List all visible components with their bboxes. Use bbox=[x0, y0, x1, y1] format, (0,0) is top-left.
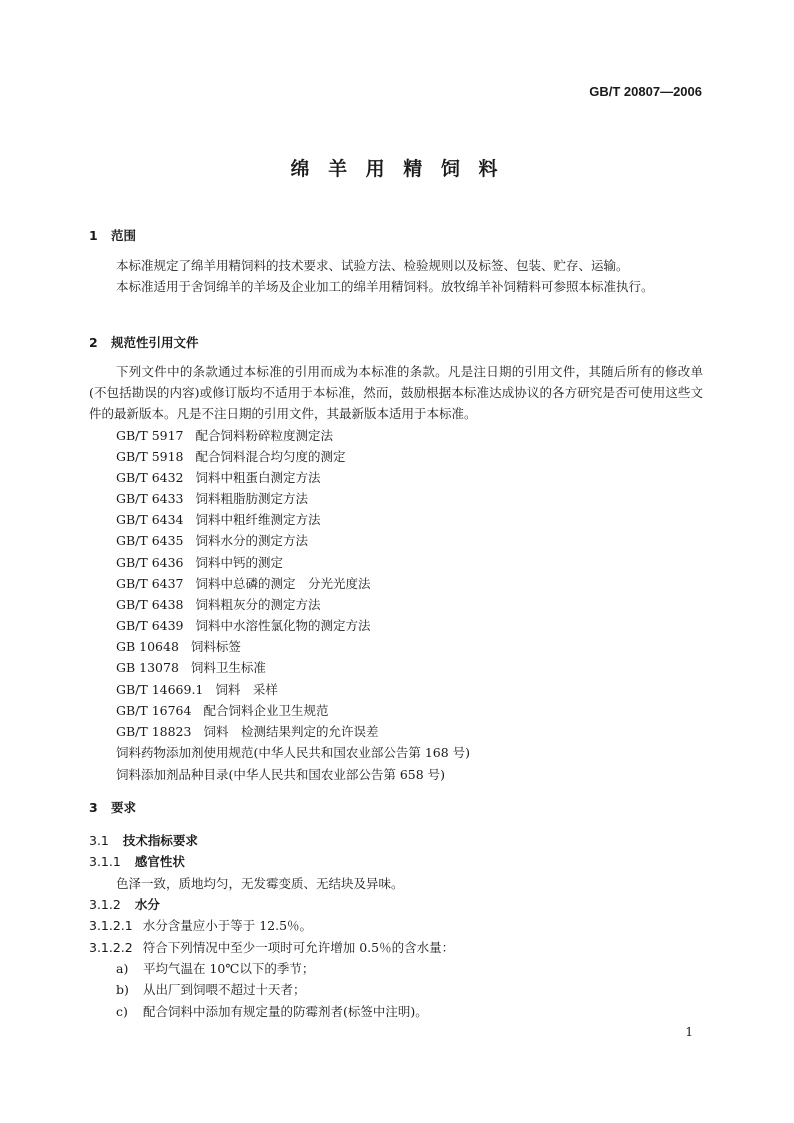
clause-3-1-2-2 bbox=[89, 938, 454, 956]
reference-code: GB/T 6436 bbox=[116, 555, 184, 570]
paragraph: 本标准适用于舍饲绵羊的羊场及企业加工的绵羊用精饲料。放牧绵羊补饲精料可参照本标准执行。 bbox=[116, 279, 654, 294]
reference-code: GB/T 16764 bbox=[116, 703, 192, 718]
subsection-title: 感官性状 bbox=[134, 854, 185, 869]
reference-item bbox=[116, 680, 278, 698]
list-label: c) bbox=[116, 1004, 128, 1019]
section-title: 范围 bbox=[111, 228, 137, 243]
clause-number: 3.1.2.1 bbox=[89, 918, 133, 933]
list-text: 从出厂到饲喂不超过十天者； bbox=[143, 982, 306, 997]
reference-item bbox=[116, 616, 371, 634]
list-text: 平均气温在 10℃以下的季节； bbox=[143, 961, 315, 976]
paragraph: 色泽一致，质地均匀，无发霉变质、无结块及异味。 bbox=[116, 876, 404, 891]
reference-title: 饲料中水溶性氯化物的测定方法 bbox=[195, 618, 371, 633]
reference-item bbox=[116, 658, 266, 676]
reference-code: GB/T 6439 bbox=[116, 618, 184, 633]
subsection-number: 3.1.1 bbox=[89, 854, 121, 869]
reference-item bbox=[116, 722, 378, 740]
reference-item bbox=[116, 447, 346, 465]
reference-code: GB/T 14669.1 bbox=[116, 682, 204, 697]
list-label: b) bbox=[116, 982, 129, 997]
subsection-3-1-2-heading bbox=[89, 895, 160, 913]
clause-number: 3.1.2.2 bbox=[89, 940, 133, 955]
reference-title: 饲料 检测结果判定的允许误差 bbox=[203, 724, 379, 739]
section-1-heading bbox=[89, 226, 136, 244]
reference-item bbox=[116, 531, 308, 549]
reference-title: 配合饲料企业卫生规范 bbox=[203, 703, 329, 718]
reference-code: GB/T 5917 bbox=[116, 428, 184, 443]
section-2-heading bbox=[89, 333, 199, 351]
reference-code: GB/T 6437 bbox=[116, 576, 184, 591]
reference-item bbox=[116, 637, 241, 655]
reference-item bbox=[116, 489, 308, 507]
reference-code: GB/T 6438 bbox=[116, 597, 184, 612]
reference-title: 配合饲料粉碎粒度测定法 bbox=[195, 428, 334, 443]
list-item bbox=[116, 959, 314, 977]
reference-title: 饲料中粗纤维测定方法 bbox=[195, 512, 321, 527]
section-number: 1 bbox=[89, 228, 98, 243]
reference-code: GB 13078 bbox=[116, 660, 179, 675]
reference-code: GB/T 5918 bbox=[116, 449, 184, 464]
list-text: 配合饲料中添加有规定量的防霉剂者(标签中注明)。 bbox=[143, 1004, 428, 1019]
subsection-number: 3.1 bbox=[89, 833, 109, 848]
reference-item bbox=[116, 468, 321, 486]
clause-text: 符合下列情况中至少一项时可允许增加 0.5％的含水量： bbox=[142, 940, 455, 955]
clause-text: 水分含量应小于等于 12.5％。 bbox=[142, 918, 313, 933]
reference-item bbox=[116, 426, 333, 444]
reference-code: GB/T 18823 bbox=[116, 724, 192, 739]
reference-title: 饲料粗脂肪测定方法 bbox=[195, 491, 309, 506]
section-title: 规范性引用文件 bbox=[111, 335, 199, 350]
section-3-heading bbox=[89, 798, 136, 816]
list-item bbox=[116, 980, 306, 998]
paragraph: 下列文件中的条款通过本标准的引用而成为本标准的条款。凡是注日期的引用文件，其随后所有的修改单(不包括勘误的内容)或修订版均不适用于本标准，然而，鼓励根据本标准达成协议的各方研究是否可使用这些文件的最新版本。凡是不注日期的引用文件，其最新版本适用于本标准。 bbox=[89, 364, 703, 421]
reference-title: 饲料标签 bbox=[190, 639, 241, 654]
paragraph: 本标准规定了绵羊用精饲料的技术要求、试验方法、检验规则以及标签、包装、贮存、运输。 bbox=[116, 258, 629, 273]
section-number: 2 bbox=[89, 335, 98, 350]
subsection-3-1-1-heading bbox=[89, 852, 185, 870]
subsection-number: 3.1.2 bbox=[89, 897, 121, 912]
reference-code: GB/T 6435 bbox=[116, 533, 184, 548]
reference-item bbox=[116, 595, 321, 613]
reference-title: 饲料水分的测定方法 bbox=[195, 533, 309, 548]
reference-title: 饲料粗灰分的测定方法 bbox=[195, 597, 321, 612]
standard-code: GB/T 20807—2006 bbox=[589, 84, 702, 99]
reference-title: 饲料中钙的测定 bbox=[195, 555, 284, 570]
subsection-title: 水分 bbox=[134, 897, 160, 912]
section-title: 要求 bbox=[111, 800, 137, 815]
page-number: 1 bbox=[685, 1025, 693, 1039]
reference-item: 饲料药物添加剂使用规范(中华人民共和国农业部公告第 168 号) bbox=[116, 745, 471, 760]
reference-item bbox=[116, 574, 371, 592]
reference-title: 饲料卫生标准 bbox=[190, 660, 266, 675]
reference-code: GB/T 6432 bbox=[116, 470, 184, 485]
reference-code: GB/T 6433 bbox=[116, 491, 184, 506]
reference-item: 饲料添加剂品种目录(中华人民共和国农业部公告第 658 号) bbox=[116, 767, 446, 782]
subsection-3-1-heading bbox=[89, 831, 198, 849]
clause-3-1-2-1 bbox=[89, 916, 312, 934]
reference-title: 配合饲料混合均匀度的测定 bbox=[195, 449, 346, 464]
reference-code: GB 10648 bbox=[116, 639, 179, 654]
list-item bbox=[116, 1002, 428, 1020]
reference-item bbox=[116, 510, 321, 528]
list-label: a) bbox=[116, 961, 129, 976]
reference-title: 饲料中粗蛋白测定方法 bbox=[195, 470, 321, 485]
subsection-title: 技术指标要求 bbox=[122, 833, 198, 848]
section-number: 3 bbox=[89, 800, 98, 815]
reference-title: 饲料中总磷的测定 分光光度法 bbox=[195, 576, 371, 591]
reference-code: GB/T 6434 bbox=[116, 512, 184, 527]
reference-title: 饲料 采样 bbox=[215, 682, 278, 697]
reference-item bbox=[116, 553, 283, 571]
reference-item bbox=[116, 701, 328, 719]
document-title: 绵 羊 用 精 饲 料 bbox=[290, 158, 504, 180]
